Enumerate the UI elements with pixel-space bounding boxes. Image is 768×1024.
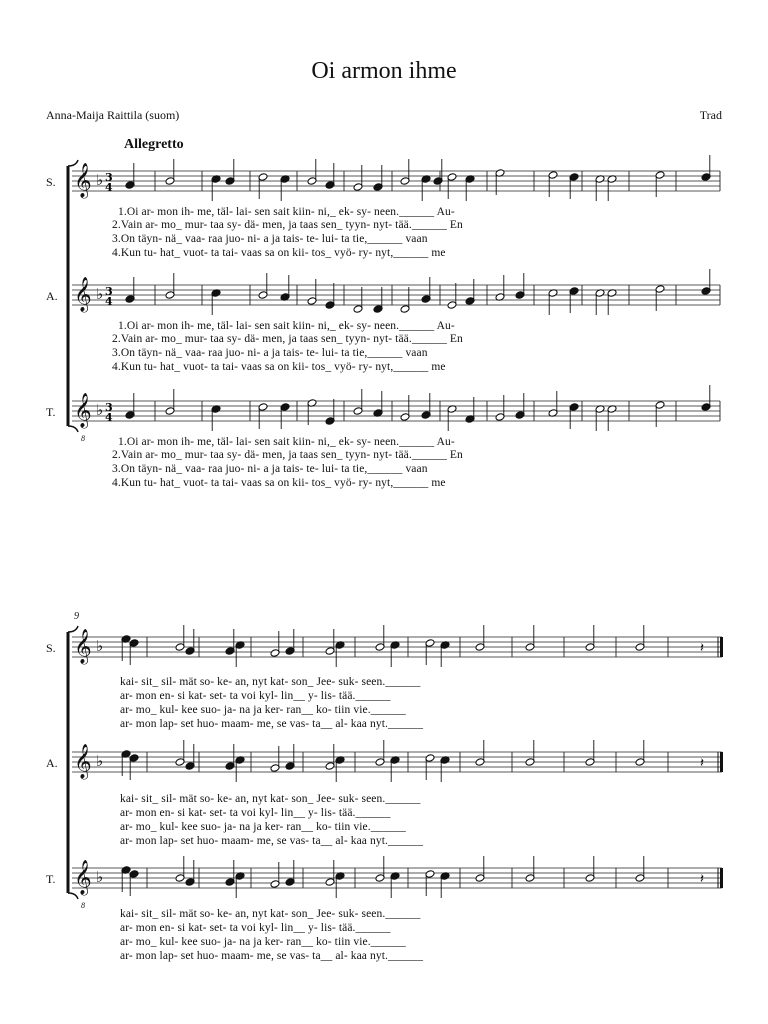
lyric-line: 4.Kun tu- hat_ vuot- ta tai- vaas sa on kii- tos_ vyö- ry- nyt,______ me (112, 477, 446, 489)
lyric-line: 1.Oi ar- mon ih- me, täl- lai- sen sait kiin- ni,_ ek- sy- neen.______ Au- (118, 206, 455, 218)
voice-label-soprano: S. (46, 175, 56, 189)
treble-clef-icon: 𝄞 (74, 163, 92, 198)
treble-clef-icon: 𝄞 (74, 277, 92, 312)
flat-sign-icon: ♭ (96, 401, 104, 419)
voice-label-tenor: T. (46, 405, 56, 419)
treble-clef-icon: 𝄞 (74, 744, 92, 779)
final-bar-thick (720, 637, 723, 657)
lyric-line: 3.On täyn- nä_ vaa- raa juo- ni- a ja tais- te- lui- ta tie,______ vaan (112, 233, 428, 245)
final-bar-thick (720, 868, 723, 888)
treble-clef-icon: 𝄞 (74, 629, 92, 664)
lyric-line: ar- mo_ kul- kee suo- ja- na ja ker- ran__ ko- tiin vie.______ (120, 821, 406, 833)
measure-number: 9 (74, 611, 79, 622)
final-bar-thick (720, 752, 723, 772)
lyric-line: 3.On täyn- nä_ vaa- raa juo- ni- a ja tais- te- lui- ta tie,______ vaan (112, 347, 428, 359)
lyric-line: ar- mon lap- set huo- maam- me, se vas- ta__ al- kaa nyt.______ (120, 950, 424, 962)
octave-marker: 8 (81, 901, 85, 910)
composer-credit: Trad (699, 108, 722, 122)
lyric-line: ar- mon lap- set huo- maam- me, se vas- ta__ al- kaa nyt.______ (120, 718, 424, 730)
treble-clef-icon: 𝄞 (74, 860, 92, 895)
voice-label-tenor-2: T. (46, 872, 56, 886)
lyric-line: ar- mon lap- set huo- maam- me, se vas- ta__ al- kaa nyt.______ (120, 835, 424, 847)
lyric-line: ar- mo_ kul- kee suo- ja- na ja ker- ran__ ko- tiin vie.______ (120, 936, 406, 948)
voice-label-alto: A. (46, 289, 58, 303)
quarter-rest-icon: 𝄽 (700, 641, 704, 656)
quarter-rest-icon: 𝄽 (700, 872, 704, 887)
lyric-line: ar- mon en- si kat- set- ta voi kyl- lin__ y- lis- tää.______ (120, 690, 391, 702)
lyric-line: 4.Kun tu- hat_ vuot- ta tai- vaas sa on kii- tos_ vyö- ry- nyt,______ me (112, 361, 446, 373)
lyric-line: kai- sit_ sil- mät so- ke- an, nyt kat- son_ Jee- suk- seen.______ (120, 676, 421, 688)
time-signature-bottom: 4 (105, 295, 113, 308)
octave-marker: 8 (81, 434, 85, 443)
lyric-line: ar- mo_ kul- kee suo- ja- na ja ker- ran__ ko- tiin vie.______ (120, 704, 406, 716)
time-signature-top: 3 (105, 401, 113, 414)
lyric-line: 2.Vain ar- mo_ mur- taa sy- dä- men, ja taas sen_ tyyn- nyt- tää.______ En (112, 449, 463, 461)
lyric-line: 2.Vain ar- mo_ mur- taa sy- dä- men, ja taas sen_ tyyn- nyt- tää.______ En (112, 333, 463, 345)
flat-sign-icon: ♭ (96, 868, 104, 886)
lyric-line: ar- mon en- si kat- set- ta voi kyl- lin__ y- lis- tää.______ (120, 922, 391, 934)
lyric-line: 1.Oi ar- mon ih- me, täl- lai- sen sait kiin- ni,_ ek- sy- neen.______ Au- (118, 320, 455, 332)
time-signature-bottom: 4 (105, 411, 113, 424)
time-signature-bottom: 4 (105, 181, 113, 194)
lyric-line: kai- sit_ sil- mät so- ke- an, nyt kat- son_ Jee- suk- seen.______ (120, 908, 421, 920)
lyric-line: kai- sit_ sil- mät so- ke- an, nyt kat- son_ Jee- suk- seen.______ (120, 793, 421, 805)
flat-sign-icon: ♭ (96, 285, 104, 303)
lyric-line: ar- mon en- si kat- set- ta voi kyl- lin__ y- lis- tää.______ (120, 807, 391, 819)
time-signature-top: 3 (105, 285, 113, 298)
lyric-line: 4.Kun tu- hat_ vuot- ta tai- vaas sa on kii- tos_ vyö- ry- nyt,______ me (112, 247, 446, 259)
flat-sign-icon: ♭ (96, 171, 104, 189)
time-signature-top: 3 (105, 171, 113, 184)
lyricist-credit: Anna-Maija Raittila (suom) (46, 108, 180, 122)
tempo-marking: Allegretto (124, 137, 184, 152)
piece-title: Oi armon ihme (311, 58, 457, 84)
lyric-line: 2.Vain ar- mo_ mur- taa sy- dä- men, ja taas sen_ tyyn- nyt- tää.______ En (112, 219, 463, 231)
lyric-line: 1.Oi ar- mon ih- me, täl- lai- sen sait kiin- ni,_ ek- sy- neen.______ Au- (118, 436, 455, 448)
quarter-rest-icon: 𝄽 (700, 756, 704, 771)
lyric-line: 3.On täyn- nä_ vaa- raa juo- ni- a ja tais- te- lui- ta tie,______ vaan (112, 463, 428, 475)
flat-sign-icon: ♭ (96, 637, 104, 655)
treble-clef-icon: 𝄞 (74, 393, 92, 428)
voice-label-soprano-2: S. (46, 641, 56, 655)
flat-sign-icon: ♭ (96, 752, 104, 770)
voice-label-alto-2: A. (46, 756, 58, 770)
